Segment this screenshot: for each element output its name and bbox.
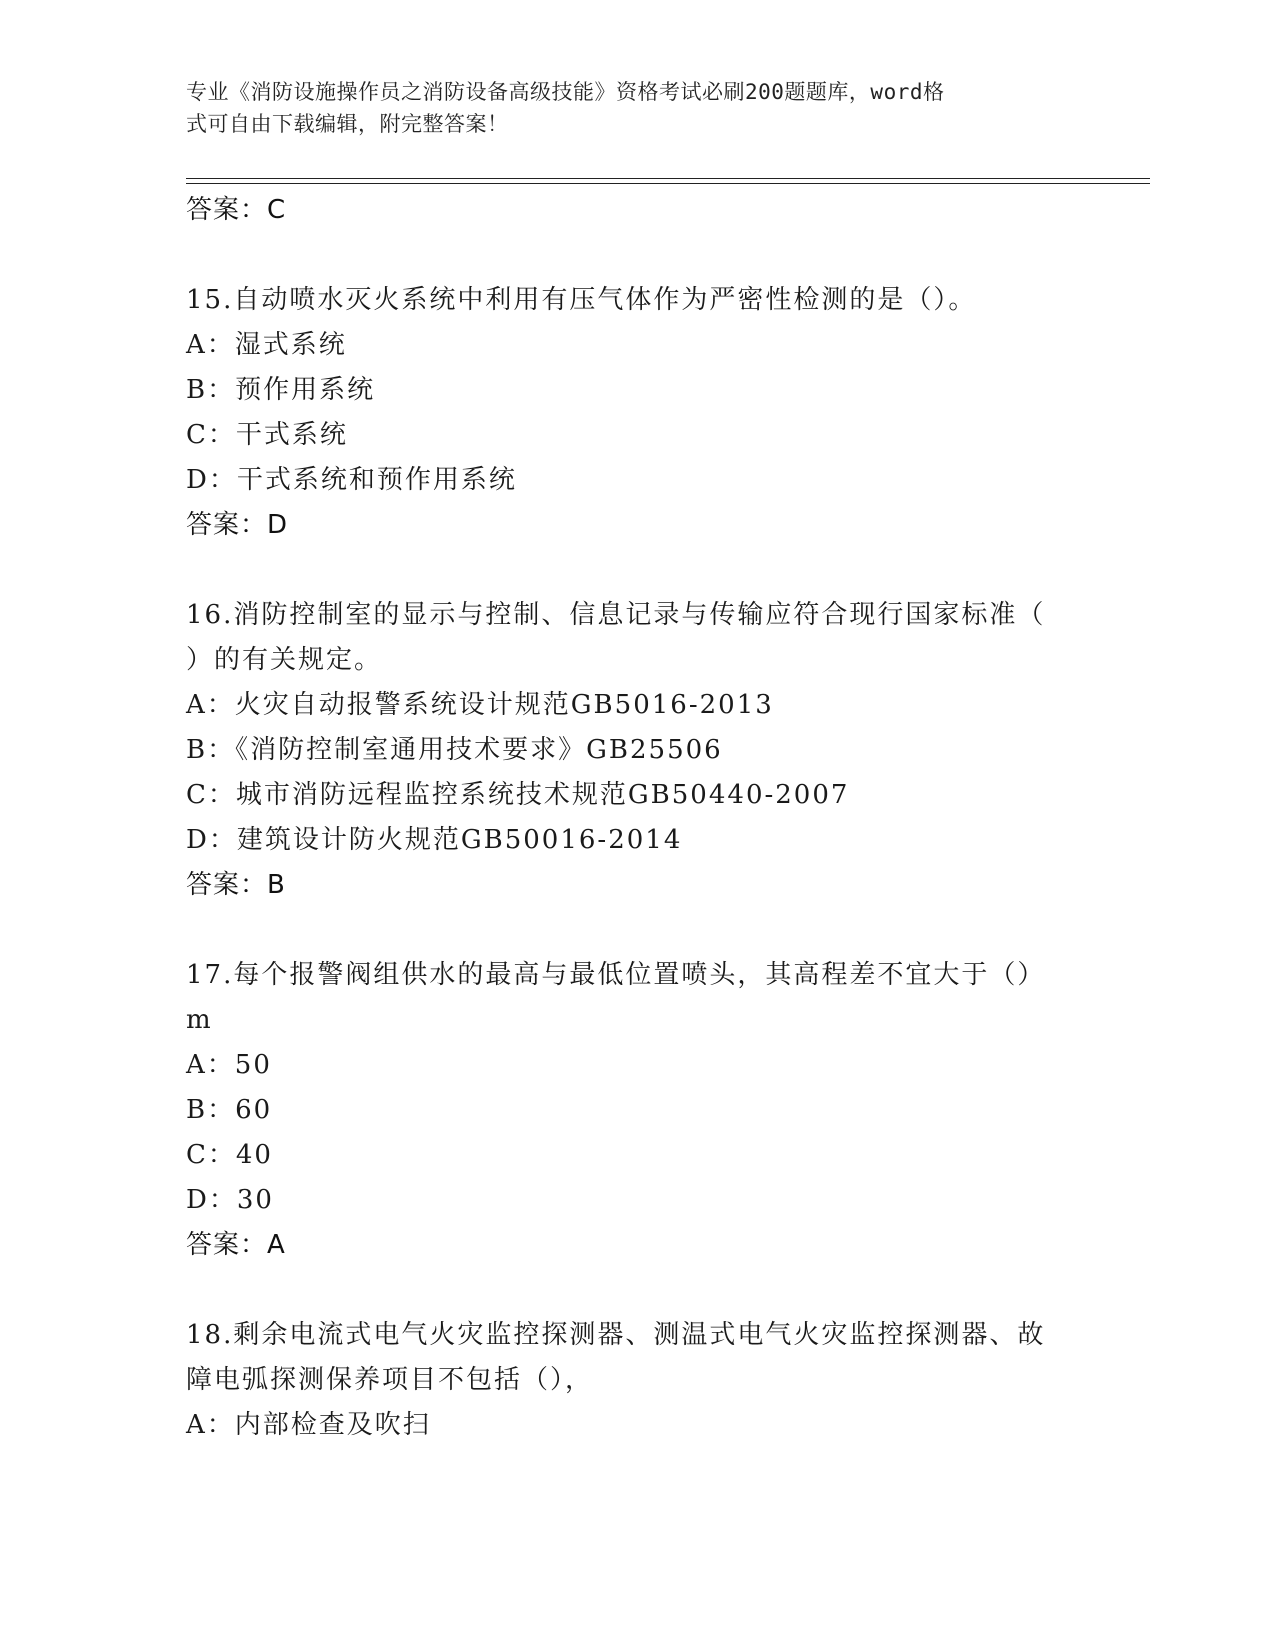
- question-block: [186, 953, 1066, 1267]
- spacer: [186, 547, 1066, 593]
- option-a: A：内部检查及吹扫: [186, 1410, 431, 1440]
- answer-label: 答案：D: [186, 510, 289, 540]
- question-text: 15.自动喷水灭火系统中利用有压气体作为严密性检测的是（）。: [186, 285, 977, 315]
- header-line-1: 专业《消防设施操作员之消防设备高级技能》资格考试必刷200题题库，word格: [186, 80, 945, 104]
- question-text: 18.剩余电流式电气火灾监控探测器、测温式电气火灾监控探测器、故: [186, 1320, 1046, 1350]
- option-b: B：60: [186, 1095, 273, 1125]
- header-divider-top: [186, 178, 1150, 179]
- question-block: [186, 1313, 1066, 1448]
- question-text-continued: 障电弧探测保养项目不包括（），: [186, 1365, 594, 1395]
- option-a: A：湿式系统: [186, 330, 347, 360]
- option-c: C：干式系统: [186, 420, 348, 450]
- question-content: [186, 188, 1066, 1448]
- option-d: D：建筑设计防火规范GB50016-2014: [186, 825, 683, 855]
- answer-label: 答案：A: [186, 1230, 286, 1260]
- option-d: D：30: [186, 1185, 274, 1215]
- option-a: A：火灾自动报警系统设计规范GB5016-2013: [186, 690, 774, 720]
- question-text: 16.消防控制室的显示与控制、信息记录与传输应符合现行国家标准（: [186, 600, 1046, 630]
- document-header: [186, 76, 1066, 140]
- spacer: [186, 232, 1066, 278]
- option-c: C：40: [186, 1140, 273, 1170]
- option-c: C：城市消防远程监控系统技术规范GB50440-2007: [186, 780, 850, 810]
- option-b: B：预作用系统: [186, 375, 376, 405]
- question-block: [186, 278, 1066, 547]
- option-b: B：《消防控制室通用技术要求》GB25506: [186, 735, 723, 765]
- header-divider-bottom: [186, 183, 1150, 184]
- question-block: [186, 593, 1066, 907]
- answer-label: 答案：C: [186, 195, 287, 225]
- spacer: [186, 1267, 1066, 1313]
- option-a: A：50: [186, 1050, 272, 1080]
- question-text-continued: m: [186, 1005, 213, 1035]
- question-text: 17.每个报警阀组供水的最高与最低位置喷头，其高程差不宜大于（）: [186, 960, 1046, 990]
- answer-label: 答案：B: [186, 870, 286, 900]
- option-d: D：干式系统和预作用系统: [186, 465, 517, 495]
- question-text-continued: ）的有关规定。: [186, 645, 383, 675]
- header-line-2: 式可自由下载编辑，附完整答案！: [186, 112, 509, 136]
- spacer: [186, 907, 1066, 953]
